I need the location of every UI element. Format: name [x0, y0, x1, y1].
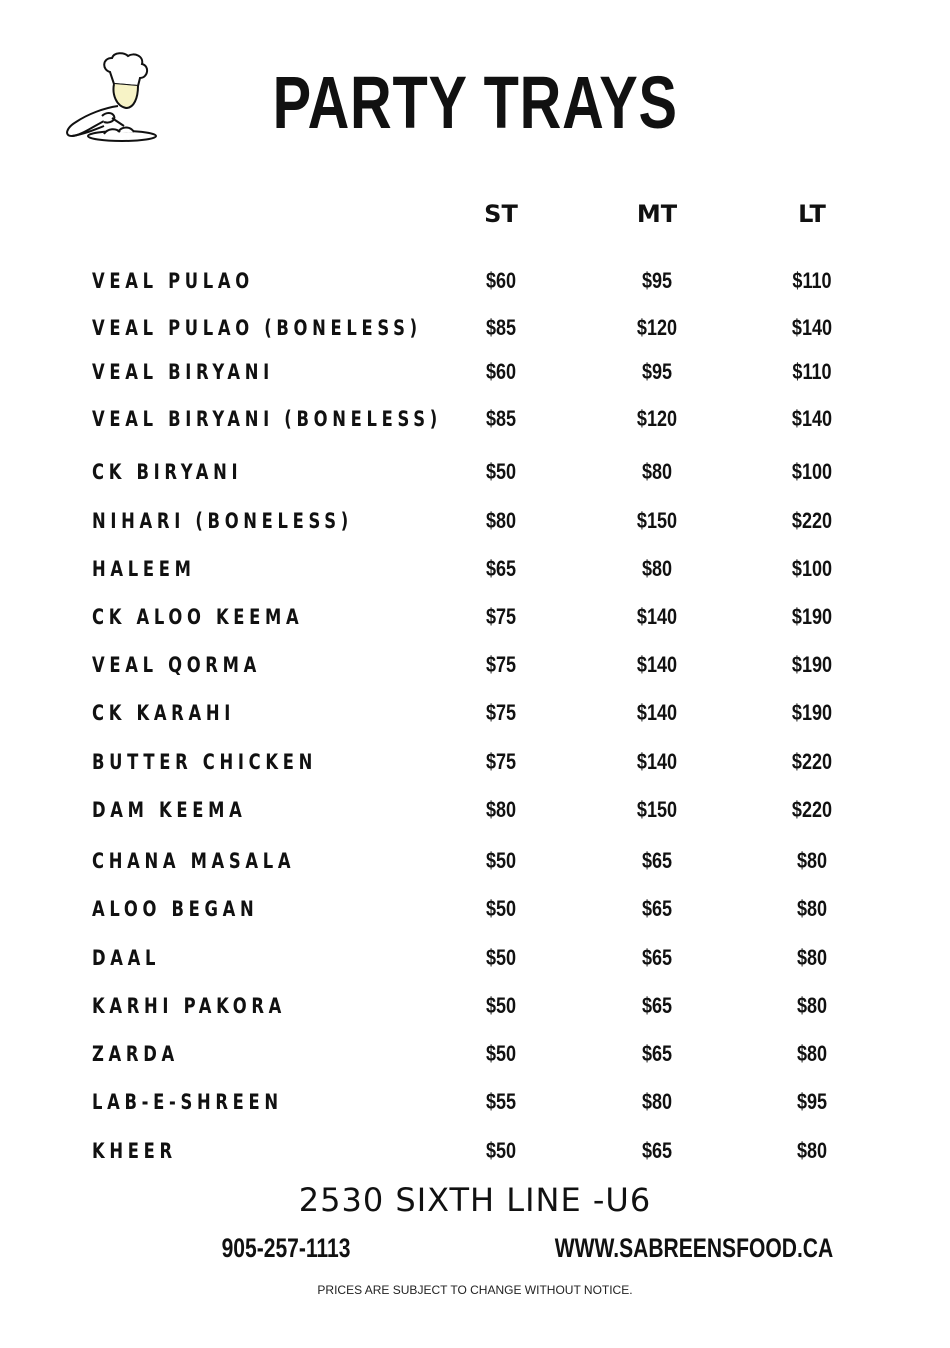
price-st: $50	[485, 896, 517, 921]
item-name: VEAL QORMA	[92, 653, 261, 677]
menu-item	[0, 696, 950, 730]
price-st: $50	[485, 1138, 517, 1163]
price-st: $50	[485, 459, 517, 484]
menu-item	[0, 844, 950, 878]
price-lt: $80	[796, 993, 828, 1018]
item-name: ALOO BEGAN	[92, 897, 259, 921]
price-lt: $220	[791, 508, 833, 533]
item-name: VEAL PULAO (BONELESS)	[92, 316, 422, 340]
price-mt: $140	[636, 604, 678, 629]
price-st: $75	[485, 604, 517, 629]
menu-item	[0, 552, 950, 586]
menu-item	[0, 402, 950, 436]
price-st: $65	[485, 556, 517, 581]
menu-item	[0, 264, 950, 298]
price-mt: $140	[636, 749, 678, 774]
price-st: $75	[485, 652, 517, 677]
price-st: $75	[485, 749, 517, 774]
menu-item	[0, 311, 950, 345]
menu-item	[0, 793, 950, 827]
price-lt: $80	[796, 1138, 828, 1163]
price-lt: $140	[791, 315, 833, 340]
price-mt: $65	[641, 993, 673, 1018]
price-mt: $65	[641, 1041, 673, 1066]
price-lt: $80	[796, 1041, 828, 1066]
price-lt: $220	[791, 749, 833, 774]
item-name: VEAL BIRYANI	[92, 360, 274, 384]
price-mt: $95	[641, 359, 673, 384]
price-lt: $80	[796, 848, 828, 873]
price-mt: $95	[641, 268, 673, 293]
menu-item	[0, 941, 950, 975]
item-name: CK ALOO KEEMA	[92, 605, 304, 629]
price-lt: $190	[791, 652, 833, 677]
menu-item	[0, 1085, 950, 1119]
price-mt: $150	[636, 797, 678, 822]
price-mt: $120	[636, 406, 678, 431]
menu-item	[0, 1134, 950, 1168]
item-name: CHANA MASALA	[92, 849, 296, 873]
price-lt: $95	[796, 1089, 828, 1114]
price-st: $55	[485, 1089, 517, 1114]
price-st: $85	[485, 406, 517, 431]
menu-item	[0, 648, 950, 682]
item-name: ZARDA	[92, 1042, 179, 1066]
price-lt: $190	[791, 700, 833, 725]
price-st: $80	[485, 508, 517, 533]
price-lt: $80	[796, 945, 828, 970]
price-st: $80	[485, 797, 517, 822]
price-lt: $110	[792, 359, 832, 384]
item-name: KHEER	[92, 1139, 177, 1163]
price-lt: $100	[791, 556, 833, 581]
price-st: $85	[485, 315, 517, 340]
price-lt: $110	[792, 268, 832, 293]
item-name: DAM KEEMA	[92, 798, 247, 822]
item-name: CK BIRYANI	[92, 460, 243, 484]
column-header-st: ST	[484, 200, 518, 228]
column-header-mt: MT	[636, 200, 678, 228]
price-lt: $220	[791, 797, 833, 822]
item-name: NIHARI (BONELESS)	[92, 509, 353, 533]
price-mt: $80	[641, 556, 673, 581]
price-st: $60	[485, 359, 517, 384]
item-name: KARHI PAKORA	[92, 994, 287, 1018]
menu-item	[0, 600, 950, 634]
price-mt: $140	[636, 700, 678, 725]
phone-number: 905-257-1113	[221, 1233, 351, 1263]
menu-item	[0, 1037, 950, 1071]
price-st: $50	[485, 945, 517, 970]
item-name: VEAL BIRYANI (BONELESS)	[92, 407, 442, 431]
price-st: $50	[485, 993, 517, 1018]
price-mt: $65	[641, 945, 673, 970]
item-name: VEAL PULAO	[92, 269, 254, 293]
price-notice: PRICES ARE SUBJECT TO CHANGE WITHOUT NOTICE.	[317, 1283, 633, 1297]
price-mt: $65	[641, 848, 673, 873]
price-lt: $100	[791, 459, 833, 484]
menu-item	[0, 745, 950, 779]
website-link[interactable]: WWW.SABREENSFOOD.CA	[554, 1233, 834, 1263]
price-mt: $150	[636, 508, 678, 533]
menu-item	[0, 455, 950, 489]
address: 2530 SIXTH LINE -U6	[298, 1181, 652, 1219]
price-st: $75	[485, 700, 517, 725]
item-name: CK KARAHI	[92, 701, 236, 725]
item-name: DAAL	[92, 946, 161, 970]
item-name: LAB-E-SHREEN	[92, 1090, 283, 1114]
price-mt: $80	[641, 1089, 673, 1114]
price-mt: $120	[636, 315, 678, 340]
item-name: BUTTER CHICKEN	[92, 750, 317, 774]
page-title: PARTY TRAYS	[272, 61, 678, 144]
menu-item	[0, 989, 950, 1023]
price-lt: $140	[791, 406, 833, 431]
price-mt: $80	[641, 459, 673, 484]
price-st: $50	[485, 1041, 517, 1066]
menu-item	[0, 504, 950, 538]
item-name: HALEEM	[92, 557, 196, 581]
price-lt: $80	[796, 896, 828, 921]
price-mt: $140	[636, 652, 678, 677]
price-mt: $65	[641, 1138, 673, 1163]
price-st: $60	[485, 268, 517, 293]
price-st: $50	[485, 848, 517, 873]
menu-item	[0, 355, 950, 389]
column-header-lt: LT	[798, 200, 826, 228]
price-lt: $190	[791, 604, 833, 629]
menu-item	[0, 892, 950, 926]
price-mt: $65	[641, 896, 673, 921]
